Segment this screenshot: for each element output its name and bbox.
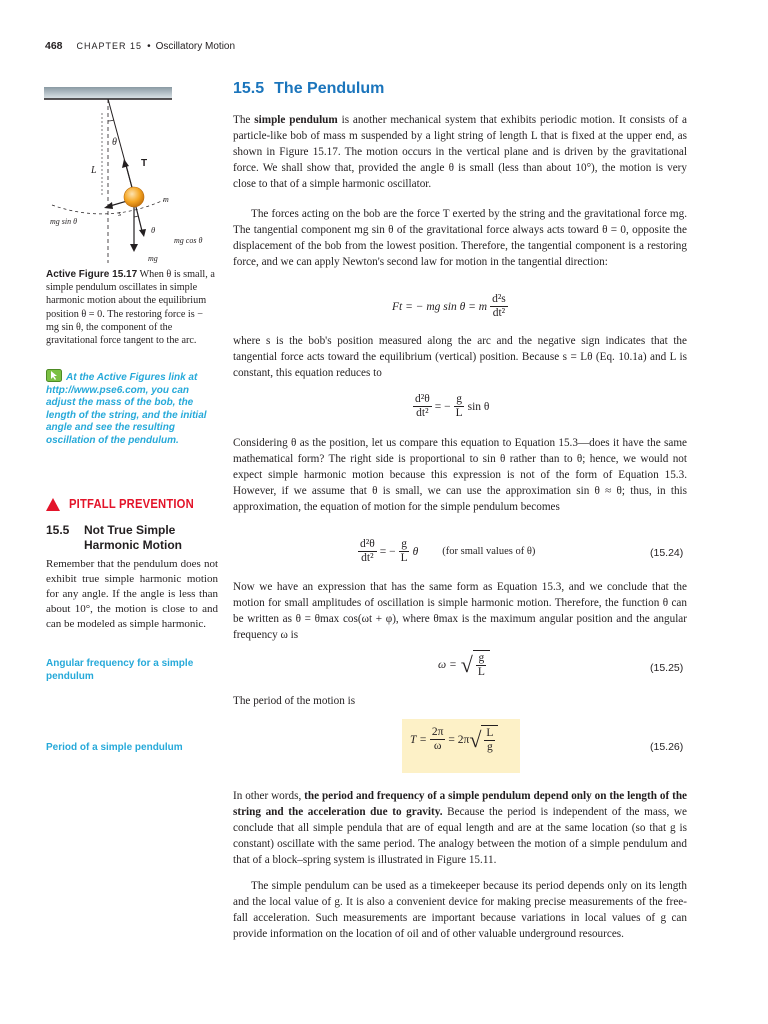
caption-text: When θ is small, a simple pendulum oscillates in simple harmonic motion about the equilibrium position θ = 0. The restoring force is − mg sin θ, the component of the gravitational force tangent to the arc.	[46, 269, 215, 347]
equation-reduced: $\frac{\text{d²θ}}{\text{dt²}}$ = − $\frac{g}{L}$ sin θ	[415, 393, 490, 419]
label-length: L	[91, 165, 97, 176]
pendulum-bob	[124, 187, 144, 207]
equation-15-25: ω = √ $\frac{g}{L}$	[438, 650, 490, 679]
header-separator: •	[147, 41, 151, 52]
caption-label: Active Figure 15.17	[46, 269, 138, 280]
label-s: s	[118, 209, 122, 218]
equation-15-24: $\frac{\text{d²θ}}{\text{dt²}}$ = − $\frac{g}{L}$ θ (for small values of θ)	[360, 538, 536, 564]
sqrt-sign: √	[460, 651, 473, 677]
figure-caption	[46, 268, 218, 347]
label-tension: T	[141, 158, 148, 169]
equation-number-15-25: (15.25)	[650, 662, 684, 674]
paragraph-3: where s is the bob's position measured along the arc and the negative sign indicates that the tangential force acts toward the equilibrium (vertical) position. Because s = Lθ (Eq. 10.1a) and L is constant, this equation reduces to	[233, 335, 687, 379]
chapter-label: CHAPTER 15	[76, 41, 143, 51]
label-mass: m	[163, 195, 169, 204]
pitfall-heading: PITFALL PREVENTION	[46, 497, 208, 511]
label-theta-top: θ	[112, 137, 117, 148]
mouse-pointer-icon	[46, 369, 62, 382]
pendulum-figure	[44, 85, 232, 265]
active-figure-text: At the Active Figures link at http://www.pse6.com, you can adjust the mass of the bob, the length of the string, and the initial angle and see the resulting oscillation of the pendulum.	[46, 372, 207, 446]
pitfall-title	[46, 523, 221, 553]
section-title	[233, 80, 384, 98]
label-theta-bob: θ	[151, 225, 156, 235]
ceiling	[44, 87, 172, 99]
pitfall-number: 15.5	[46, 523, 70, 537]
warning-triangle-icon	[46, 498, 60, 511]
section-number: 15.5	[233, 80, 265, 97]
section-name: The Pendulum	[274, 80, 385, 97]
margin-note-angular-frequency: Angular frequency for a simple pendulum	[46, 658, 194, 682]
margin-note-period: Period of a simple pendulum	[46, 742, 183, 753]
paragraph-8: The simple pendulum can be used as a timekeeper because its period depends only on its length and the local value of g. It is also a convenient device for making precise measurements of the free-fall acceleration. Such measurements are important because variations in local values of g can provide information on the location of oil and of other valuable underground resources.	[233, 880, 687, 940]
paragraph-4: Considering θ as the position, let us compare this equation to Equation 15.3—does it have the same mathematical form? The right side is proportional to sin θ rather than to θ; hence, we would not expect simple harmonic motion because this expression is not of the form of Equation 15.3. However, if we assume that θ is small, we can use the approximation sin θ ≈ θ; thus, in this approximation, the equation of motion for the simple pendulum becomes	[233, 437, 687, 513]
paragraph-7: In other words, the period and frequency of a simple pendulum depend only on the length of the string and the acceleration due to gravity. Because the period is independent of the mass, we conclude that all simple pendula that are of equal length and are at the same location (so that g is constant) oscillate with the same period. The analogy between the motion of a simple pendulum and that of a block–spring system is illustrated in Figure 15.11.	[233, 790, 688, 866]
equation-number-15-26: (15.26)	[650, 741, 684, 753]
label-mg-sin: mg sin θ	[50, 217, 78, 226]
equation-newton-tangential: Ft = − mg sin θ = m $\frac{\text{d²s}}{\text{dt²}}$	[392, 293, 506, 319]
paragraph-6: The period of the motion is	[233, 695, 356, 707]
paragraph-2: The forces acting on the bob are the force T exerted by the string and the gravitational force mg. The tangential component mg sin θ of the gravitational force always acts toward θ = 0, opposite the displacement of the bob from the lowest position. Therefore, the tangential component is a restoring force, and we can apply Newton's second law for motion in the tangential direction:	[233, 208, 687, 268]
chapter-title: Oscillatory Motion	[155, 41, 236, 52]
active-figure-link[interactable]	[46, 369, 216, 448]
running-head	[45, 40, 235, 52]
equation-number-15-24: (15.24)	[650, 547, 684, 559]
pitfall-title-line2: Harmonic Motion	[84, 538, 182, 552]
page-number: 468	[45, 40, 63, 52]
pitfall-title-line1: Not True Simple	[84, 523, 176, 537]
label-mg-cos: mg cos θ	[174, 236, 203, 245]
paragraph-5: Now we have an expression that has the same form as Equation 15.3, and we conclude that the motion for small amplitudes of oscillation is simple harmonic motion. Therefore, the function θ can be written as θ = θmax cos(ωt + φ), where θmax is the maximum angular position and the angular frequency ω is	[233, 581, 687, 641]
paragraph-1: The simple pendulum is another mechanical system that exhibits periodic motion. It consists of a particle-like bob of mass m suspended by a light string of length L that is fixed at the upper end, as shown in Figure 15.17. The motion occurs in the vertical plane and is driven by the gravitational force. We shall show that, provided the angle θ is small (less than about 10°), the motion is very close to that of a simple harmonic oscillator.	[233, 114, 688, 190]
pitfall-body: Remember that the pendulum does not exhibit true simple harmonic motion for any angle. If the angle is less than about 10°, the motion is close to and can be modeled as simple harmonic.	[46, 558, 218, 630]
term-simple-pendulum: simple pendulum	[254, 114, 338, 126]
sqrt-sign: √	[469, 726, 482, 752]
equation-15-26: T = $\frac{2\pi}{\omega}$ = 2π √ $\frac{L}{g}$	[410, 725, 498, 754]
label-weight: mg	[148, 254, 158, 263]
